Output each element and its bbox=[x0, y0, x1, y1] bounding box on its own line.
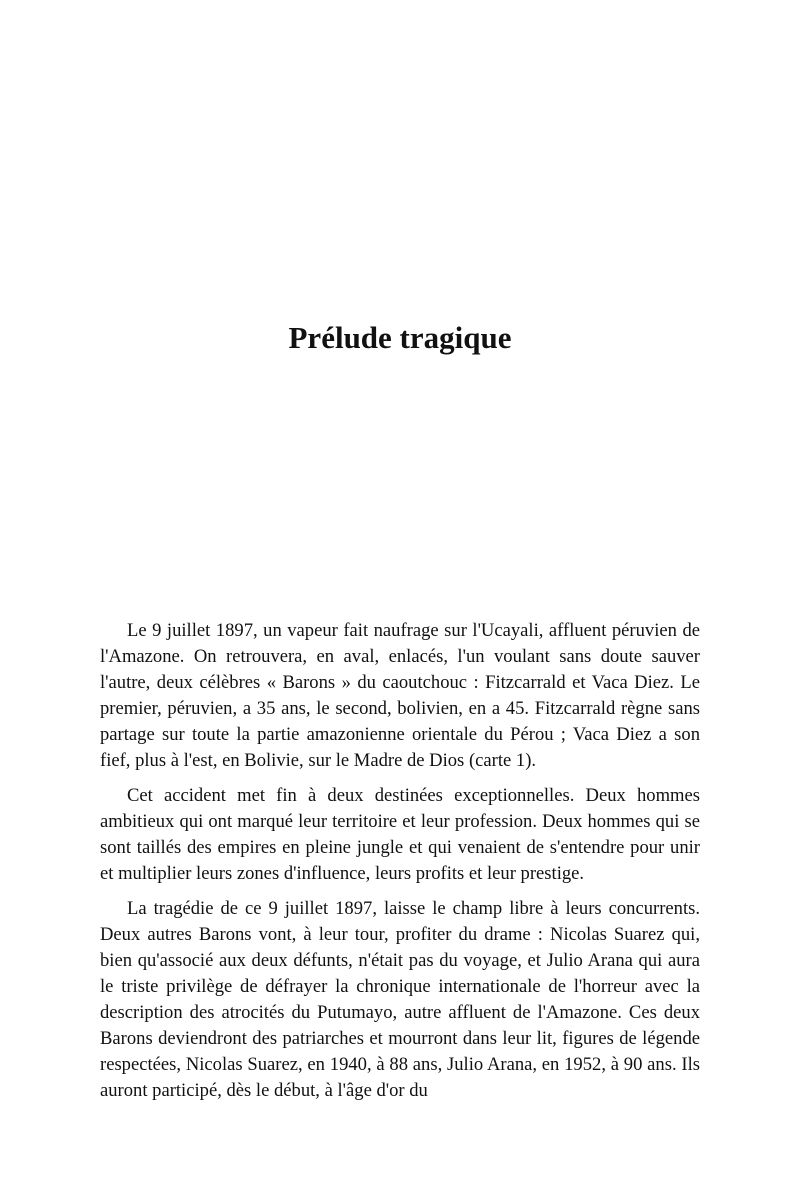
chapter-title: Prélude tragique bbox=[288, 320, 512, 355]
paragraph-1: Le 9 juillet 1897, un vapeur fait naufrage sur l'Ucayali, affluent péruvien de l'Amazone. On retrouvera, en aval, enlacés, l'un voulant sans doute sauver l'autre, deux célèbres « Barons » du caoutchouc : Fitzcarrald et Vaca Diez. Le premier, péruvien, a 35 ans, le second, bolivien, en a 45. Fitzcarrald règne sans partage sur toute la partie amazonienne orientale du Pérou ; Vaca Diez a son fief, plus à l'est, en Bolivie, sur le Madre de Dios (carte 1). bbox=[100, 620, 700, 771]
paragraph-2: Cet accident met fin à deux destinées exceptionnelles. Deux hommes ambitieux qui ont marqué leur territoire et leur profession. Deux hommes qui se sont taillés des empires en pleine jungle et qui venaient de s'entendre pour unir et multiplier leurs zones d'influence, leurs profits et leur prestige. bbox=[100, 785, 700, 884]
chapter-body bbox=[100, 618, 700, 1113]
paragraph-3: La tragédie de ce 9 juillet 1897, laisse le champ libre à leurs concurrents. Deux autres Barons vont, à leur tour, profiter du drame : Nicolas Suarez qui, bien qu'associé aux deux défunts, n'était pas du voyage, et Julio Arana qui aura le triste privilège de défrayer la chronique internationale de l'horreur avec la description des atrocités du Putumayo, autre affluent de l'Amazone. Ces deux Barons deviendront des patriarches et mourront dans leur lit, figures de légende respectées, Nicolas Suarez, en 1940, à 88 ans, Julio Arana, en 1952, à 90 ans. Ils auront participé, dès le début, à l'âge d'or du bbox=[100, 898, 700, 1101]
